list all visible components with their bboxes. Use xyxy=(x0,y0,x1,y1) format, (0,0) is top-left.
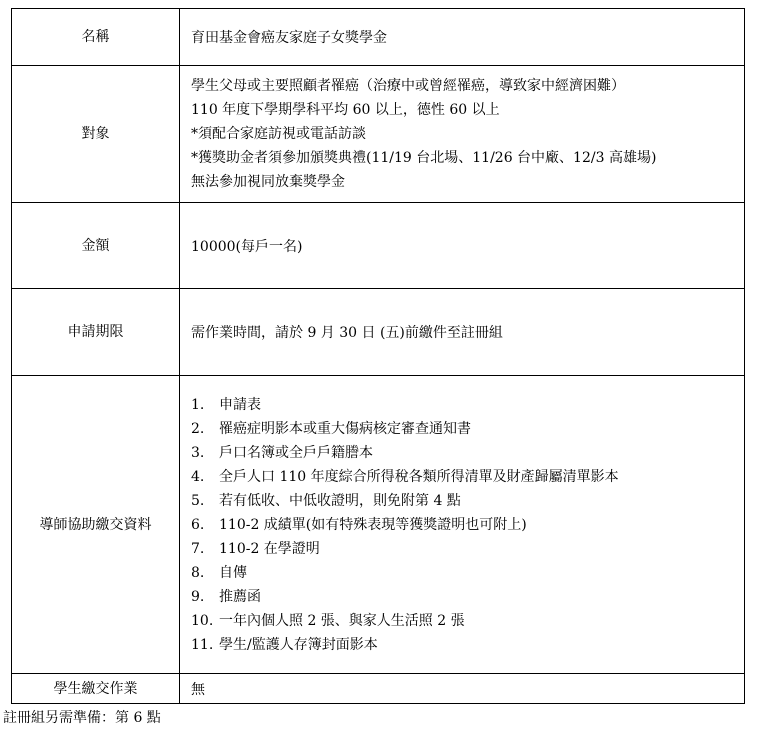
table-row-documents xyxy=(12,376,745,674)
eligibility-line: *獲獎助金者須參加頒獎典禮(11/19 台北場、11/26 台中廠、12/3 高雄場) xyxy=(191,150,657,166)
eligibility-line: *須配合家庭訪視或電話訪談 xyxy=(191,126,366,142)
deadline-value: 需作業時間，請於 9 月 30 日 (五)前繳件至註冊組 xyxy=(180,289,745,376)
item-number: 6. xyxy=(191,516,205,533)
item-text: 110-2 成績單(如有特殊表現等獲獎證明也可附上) xyxy=(219,516,527,533)
row-label: 名稱 xyxy=(12,9,180,66)
list-item xyxy=(191,585,742,609)
item-text: 戶口名簿或全戶戶籍謄本 xyxy=(219,444,373,461)
item-number: 10. xyxy=(191,612,214,629)
item-text: 申請表 xyxy=(219,396,261,413)
row-label: 金額 xyxy=(12,203,180,289)
item-text: 一年內個人照 2 張、與家人生活照 2 張 xyxy=(219,612,465,629)
row-label: 申請期限 xyxy=(12,289,180,376)
list-item xyxy=(191,393,742,417)
item-text: 學生/監護人存簿封面影本 xyxy=(219,636,378,653)
list-item xyxy=(191,561,742,585)
list-item xyxy=(191,489,742,513)
item-text: 110-2 在學證明 xyxy=(219,540,320,557)
item-number: 2. xyxy=(191,420,205,437)
footnote: 註冊組另需準備：第 6 點 xyxy=(3,710,161,726)
item-text: 若有低收、中低收證明，則免附第 4 點 xyxy=(219,492,461,509)
list-item xyxy=(191,465,742,489)
table-row-student-submission xyxy=(12,674,745,704)
row-label: 導師協助繳交資料 xyxy=(12,376,180,674)
item-number: 1. xyxy=(191,396,205,413)
eligibility-cell xyxy=(180,66,745,203)
table-row-name xyxy=(12,9,745,66)
item-text: 自傳 xyxy=(219,564,247,581)
list-item xyxy=(191,609,742,633)
item-number: 3. xyxy=(191,444,205,461)
scholarship-name: 育田基金會癌友家庭子女獎學金 xyxy=(180,9,745,66)
student-submission-value: 無 xyxy=(180,674,745,704)
item-text: 推薦函 xyxy=(219,588,261,605)
table-row-eligibility xyxy=(12,66,745,203)
eligibility-line: 無法參加視同放棄獎學金 xyxy=(191,174,345,190)
item-number: 11. xyxy=(191,636,214,653)
eligibility-line: 學生父母或主要照顧者罹癌（治療中或曾經罹癌，導致家中經濟困難） xyxy=(191,78,625,94)
list-item xyxy=(191,513,742,537)
item-number: 9. xyxy=(191,588,205,605)
table-row-deadline xyxy=(12,289,745,376)
list-item xyxy=(191,441,742,465)
row-label: 學生繳交作業 xyxy=(12,674,180,704)
item-number: 5. xyxy=(191,492,205,509)
eligibility-line: 110 年度下學期學科平均 60 以上，德性 60 以上 xyxy=(191,102,500,118)
item-number: 4. xyxy=(191,468,205,485)
amount-value: 10000(每戶一名) xyxy=(180,203,745,289)
item-text: 罹癌症明影本或重大傷病核定審查通知書 xyxy=(219,420,471,437)
documents-list xyxy=(180,376,745,674)
table-row-amount xyxy=(12,203,745,289)
list-item xyxy=(191,633,742,657)
row-label: 對象 xyxy=(12,66,180,203)
list-item xyxy=(191,537,742,561)
scholarship-info-table xyxy=(11,8,745,704)
item-number: 8. xyxy=(191,564,205,581)
item-text: 全戶人口 110 年度綜合所得稅各類所得清單及財產歸屬清單影本 xyxy=(219,468,619,485)
item-number: 7. xyxy=(191,540,205,557)
list-item xyxy=(191,417,742,441)
